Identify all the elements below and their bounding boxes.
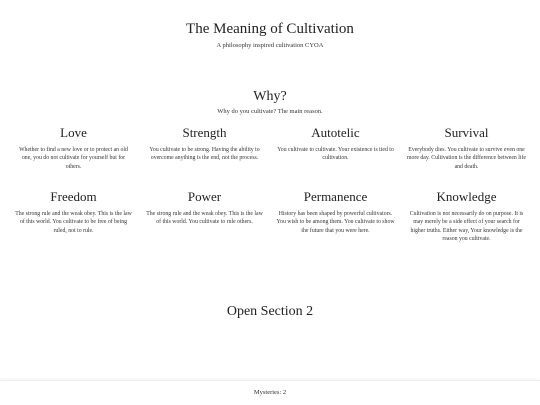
- choice-autotelic[interactable]: [270, 125, 401, 171]
- choice-freedom[interactable]: [8, 189, 139, 244]
- choice-knowledge[interactable]: [401, 189, 532, 244]
- choice-title: Freedom: [50, 189, 97, 204]
- choice-description: Cultivation is not necessarily do on purpose. It is may merely be a side effect of your search for higher truths. Either way, Your knowledge is the reason you cultivate.: [409, 211, 524, 243]
- why-section-subtitle: Why do you cultivate? The main reason.: [217, 108, 323, 115]
- choice-description: You cultivate to be strong. Having the ability to overcome anything is the end, not the process.: [149, 147, 260, 162]
- choice-description: Whether to find a new love or to protect an old one, you do not cultivate for yourself but for others.: [19, 147, 128, 170]
- choice-title: Power: [187, 189, 222, 204]
- choice-strength[interactable]: [139, 125, 270, 171]
- why-section-header: [0, 88, 540, 116]
- page-header: [0, 20, 540, 50]
- choice-power[interactable]: [139, 189, 270, 244]
- choice-title: Knowledge: [436, 189, 497, 204]
- choice-title: Love: [60, 125, 87, 140]
- page-title: The Meaning of Cultivation: [186, 21, 354, 37]
- choice-permanence[interactable]: [270, 189, 401, 244]
- choice-description: You cultivate to cultivate. Your existence is tied to cultivation.: [277, 147, 394, 162]
- mysteries-counter: Mysteries: 2: [253, 389, 287, 396]
- choice-description: The strong rule and the weak obey. This is the law of this world. You cultivate to rule others.: [146, 211, 263, 226]
- why-section-title: Why?: [253, 89, 287, 104]
- choice-description: The strong rule and the weak obey. This is the law of this world. You cultivate to be free of being ruled, not to rule.: [15, 211, 132, 234]
- choice-survival[interactable]: [401, 125, 532, 171]
- choice-title: Survival: [444, 125, 489, 140]
- choice-description: Everybody dies. You cultivate to survive even one more day. Cultivation is the difference between life and death.: [407, 147, 526, 170]
- choice-title: Autotelic: [311, 125, 360, 140]
- choice-description: History has been shaped by powerful cultivators. You wish to be among them. You cultivate to show the future that you were here.: [276, 211, 395, 234]
- choice-title: Strength: [182, 125, 227, 140]
- choice-title: Permanence: [303, 189, 368, 204]
- page-subtitle: A philosophy inspired cultivation CYOA: [216, 42, 324, 49]
- choice-love[interactable]: [8, 125, 139, 171]
- choice-grid-row-2: [8, 189, 532, 244]
- choice-grid-row-1: [8, 125, 532, 171]
- open-section-button[interactable]: Open Section 2: [226, 304, 314, 319]
- footer-bar: [0, 380, 540, 405]
